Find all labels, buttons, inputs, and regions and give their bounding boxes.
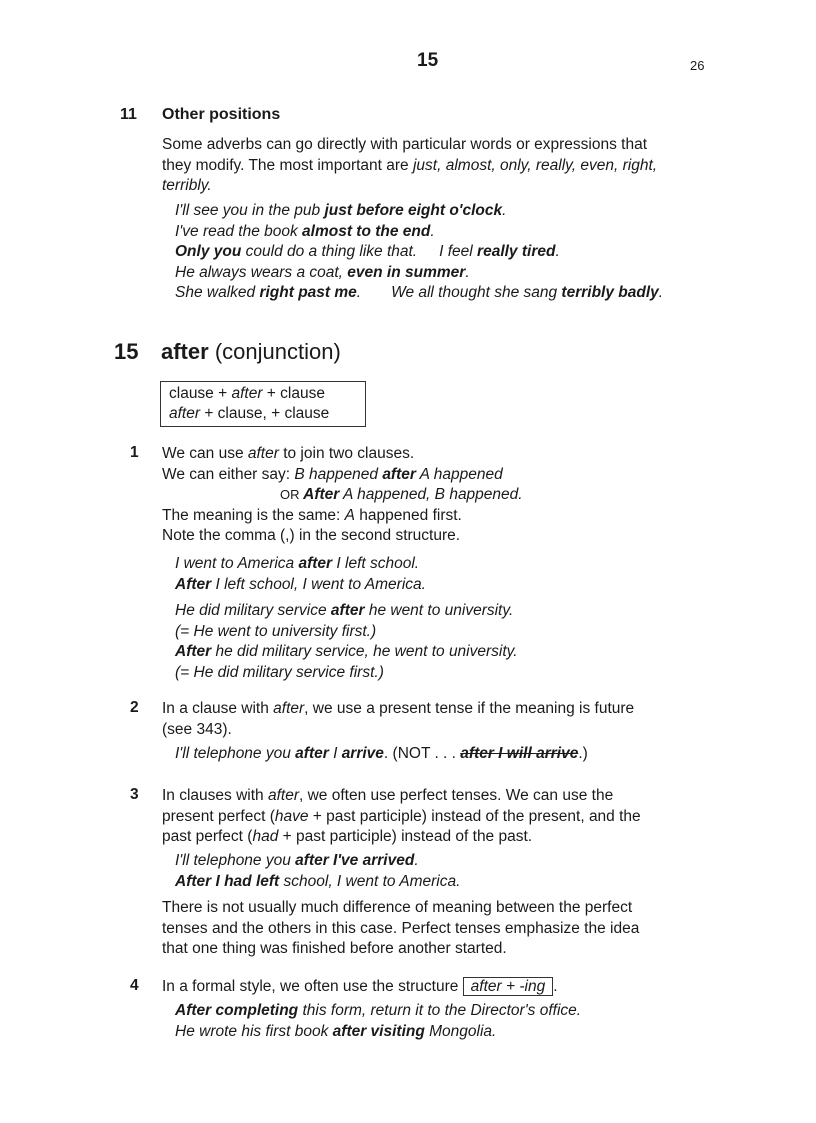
section-11-title: Other positions xyxy=(162,106,281,123)
point-2-number: 2 xyxy=(130,699,139,716)
structure-box: clause + after + clause after + clause, + clause xyxy=(160,381,366,427)
section-11-intro: Some adverbs can go directly with particular words or expressions that they modify. The most important are just, almost, only, really, even, right, terribly. xyxy=(162,136,658,194)
example-line: Only you could do a thing like that. I feel really tired. xyxy=(175,243,560,260)
point-2-text: In a clause with after, we use a present tense if the meaning is future (see 343). xyxy=(162,700,635,738)
example-line: He always wears a coat, even in summer. xyxy=(175,263,470,281)
point-1-text: We can use after to join two clauses. We can either say: B happened after A happened OR After A happened, B happened. The meaning is the same: A happened first. Note the comma (,) in the second structure. xyxy=(162,445,523,544)
point-4-examples: After completing this form, return it to the Director's office. He wrote his first book after visiting Mongolia. xyxy=(175,1002,582,1040)
page-number: 26 xyxy=(690,58,705,73)
point-4-text: In a formal style, we often use the structure after + -ing . xyxy=(162,978,558,995)
point-3-examples: I'll telephone you after I've arrived. After I had left school, I went to America. xyxy=(175,852,461,890)
section-11-number: 11 xyxy=(120,106,137,123)
example-line: I'll see you in the pub just before eight o'clock. xyxy=(175,202,507,219)
section-11-examples xyxy=(175,201,735,304)
point-3-text: In clauses with after, we often use perfect tenses. We can use the present perfect (have + past participle) instead of the present, and the past perfect (had + past participle) instead of the past. xyxy=(162,787,641,845)
point-1-number: 1 xyxy=(130,444,139,461)
example-line: She walked right past me. We all thought she sang terribly badly. xyxy=(175,284,664,301)
point-3-number: 3 xyxy=(130,786,139,803)
chapter-number: 15 xyxy=(417,50,439,71)
point-4-number: 4 xyxy=(130,977,139,994)
structure-inline-box: after + -ing xyxy=(463,977,554,996)
entry-title: after (conjunction) xyxy=(161,339,341,364)
point-2-example: I'll telephone you after I arrive. (NOT . . . after I will arrive.) xyxy=(175,745,588,762)
example-line: I've read the book almost to the end. xyxy=(175,222,435,240)
point-3-explanation: There is not usually much difference of meaning between the perfect tenses and the others in this case. Perfect tenses emphasize the idea that one thing was finished before another started. xyxy=(162,899,640,957)
point-1-examples: I went to America after I left school. After I left school, I went to America. He did military service after he went to university. (= He went to university first.) After he did military service, he went to university. (= He did military service first.) xyxy=(175,555,518,681)
entry-number: 15 xyxy=(114,339,139,364)
